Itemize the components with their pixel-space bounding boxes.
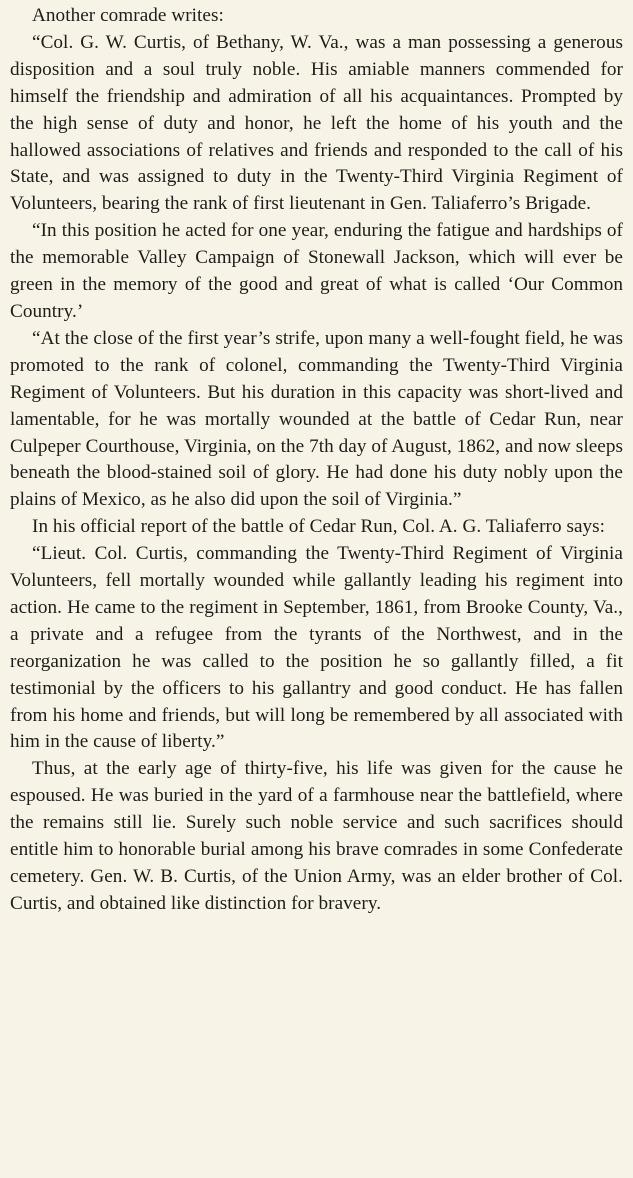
comrade-quote-paragraph-3: “At the close of the first year’s strife, upon many a well-fought field, he was promoted to the rank of colonel, commanding the Twenty-Third Virginia Regiment of Volunteers. But his duration in this capacity was short-lived and lamentable, for he was mortally wounded at the battle of Cedar Run, near Culpeper Courthouse, Virginia, on the 7th day of August, 1862, and now sleeps beneath the blood-stained soil of glory. He had done his duty nobly upon the plains of Mexico, as he also did upon the soil of Virginia.”	[10, 327, 623, 511]
closing-paragraph: Thus, at the early age of thirty-five, his life was given for the cause he espoused. He was buried in the yard of a farmhouse near the battlefield, where the remains still lie. Surely such noble service and such sacrifices should entitle him to honorable burial among his brave comrades in some Confederate cemetery. Gen. W. B. Curtis, of the Union Army, was an elder brother of Col. Curtis, and obtained like distinction for bravery.	[10, 758, 623, 914]
report-intro-paragraph: In his official report of the battle of Cedar Run, Col. A. G. Taliaferro says:	[32, 516, 606, 538]
comrade-quote-paragraph-1: “Col. G. W. Curtis, of Bethany, W. Va., was a man possessing a generous disposition and a soul truly noble. His amiable manners commended for himself the friendship and admiration of all his acquaintances. Prompted by the high sense of duty and honor, he left the home of his youth and the hallowed associations of relatives and friends and responded to the call of his State, and was assigned to duty in the Twenty-Third Virginia Regiment of Volunteers, bearing the rank of first lieutenant in Gen. Taliaferro’s Brigade.	[10, 31, 623, 215]
official-report-quote: “Lieut. Col. Curtis, commanding the Twenty-Third Regiment of Virginia Volunteers, fell mortally wounded while gallantly leading his regiment into action. He came to the regiment in September, 1861, from Brooke County, Va., a private and a refugee from the tyrants of the Northwest, and in the reorganization he was called to the position he so gallantly filled, a fit testimonial by the officers to his gallantry and good conduct. He has fallen from his home and friends, but will long be remembered by all associated with him in the cause of liberty.”	[10, 543, 623, 753]
intro-line: Another comrade writes:	[32, 5, 224, 26]
comrade-quote-paragraph-2: “In this position he acted for one year, enduring the fatigue and hardships of the memorable Valley Campaign of Stonewall Jackson, which will ever be green in the memory of the good and great of what is called ‘Our Common Country.’	[10, 220, 623, 322]
